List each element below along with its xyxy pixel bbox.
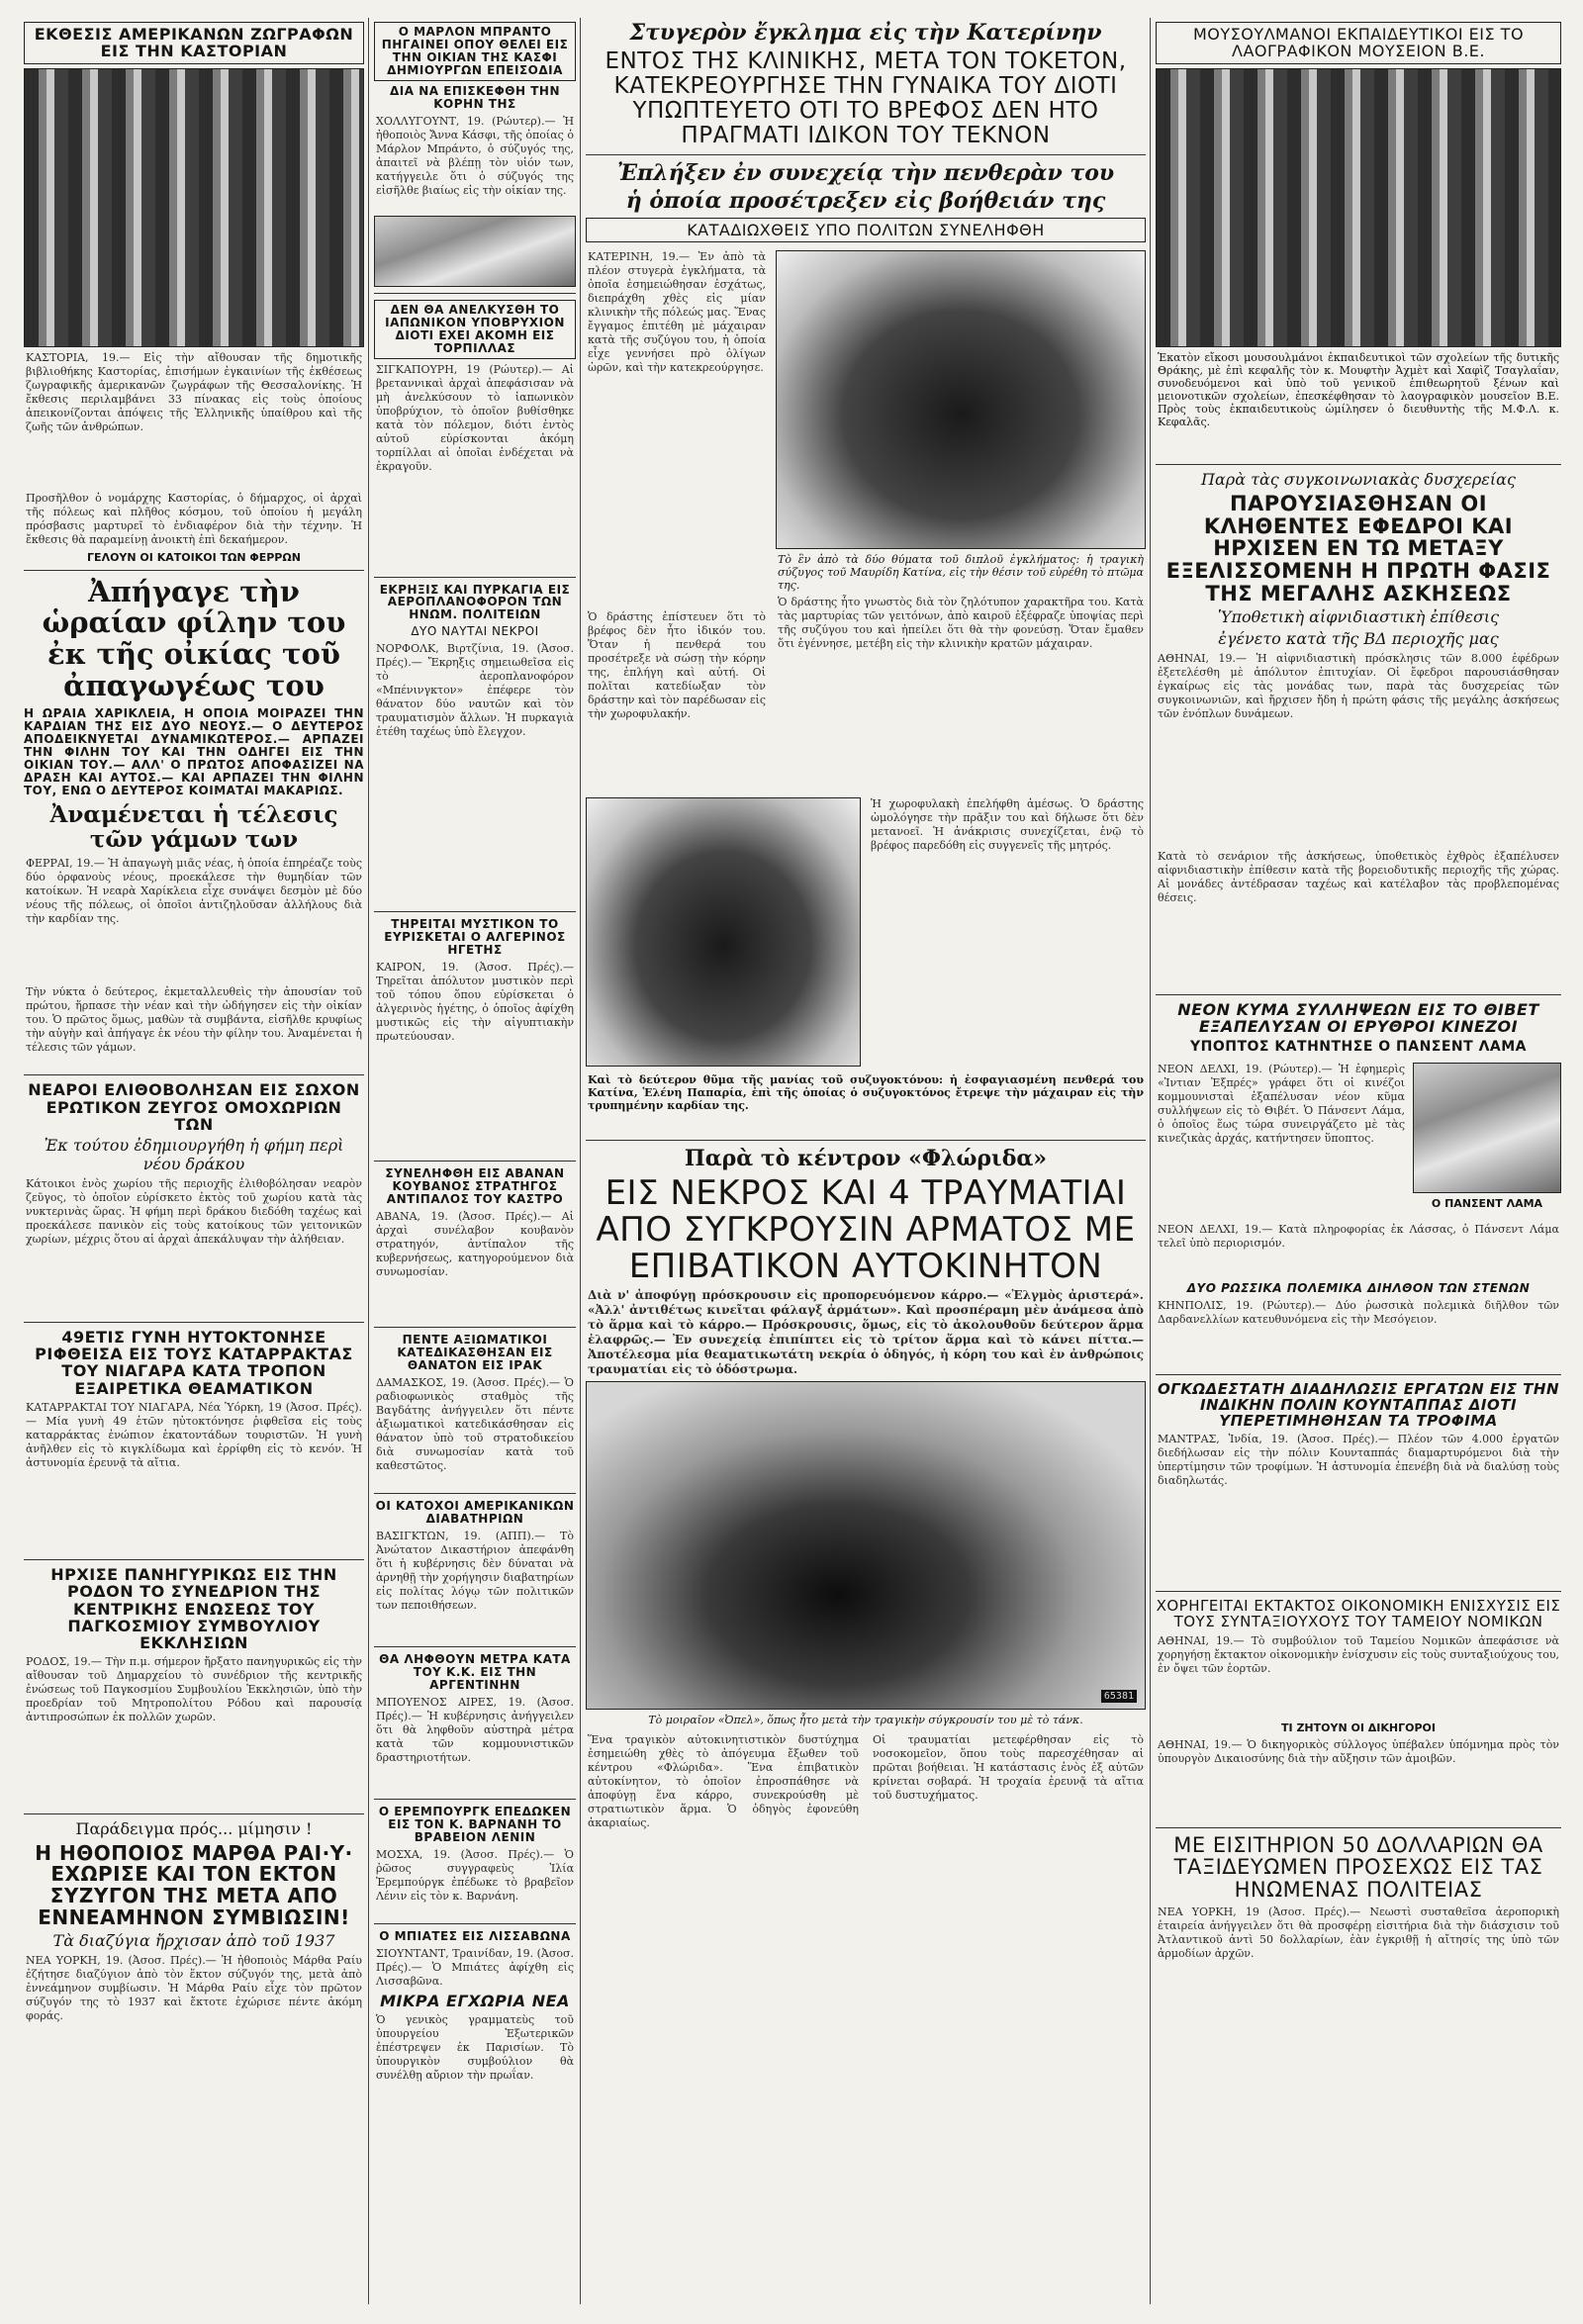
column-5 bbox=[1156, 18, 1561, 2305]
article-passports-text: ΒΑΣΙΓΚΤΩΝ, 19. (ΑΠΠ).— Τὸ Ἀνώτατον Δικαστήριον ἀπεφάνθη ὅτι ἡ κυβέρνησις δὲν δύναται νὰ ἀρνηθῇ τὴν χορήγησιν διαβατηρίων εἰς πολίτας λόγῳ τῶν πολιτικῶν των πεποιθήσεων. bbox=[376, 1529, 574, 1612]
katerini-text: ΚΑΤΕΡΙΝΗ, 19.— Ἐν ἀπὸ τὰ πλέον στυγερὰ ἐγκλήματα, τὰ ὁποῖα ἐσημειώθησαν ἐσχάτως, διεπράχθη χθὲς εἰς μίαν κλινικὴν τῆς πόλεώς μας. Ἕνας ἔγγαμος ἐπιτέθη μὲ μάχαιραν κατὰ τῆς συζύγου του, ἡ ὁποία εἶχε γεννήσει πρὸ ὀλίγων ὡρῶν, καὶ τὴν κατεκρεούργησε. bbox=[588, 250, 766, 375]
article-martha-kicker: Παράδειγμα πρός... μίμησιν ! bbox=[75, 1819, 313, 1839]
article-martha-text: ΝΕΑ ΥΟΡΚΗ, 19. (Ἀσοσ. Πρές).— Ἡ ἠθοποιὸς Μάρθα Ραίυ ἐζήτησε διαζύγιον ἀπὸ τὸν ἕκτον σύζυγόν της, μετὰ ἀπὸ ἐννεάμηνον συμβίωσιν. Ἡ Μάρθα Ραίυ εἶχε τὸν πρῶτον σύζυγόν της τὸ 1937 καὶ ἔκτοτε ἐχώρισε πέντε ἀκόμη φοράς. bbox=[26, 1954, 362, 2023]
article-abduction-lead: Η ΩΡΑΙΑ ΧΑΡΙΚΛΕΙΑ, Η ΟΠΟΙΑ ΜΟΙΡΑΖΕΙ ΤΗΝ ΚΑΡΔΙΑΝ ΤΗΣ ΕΙΣ ΔΥΟ ΝΕΟΥΣ.— Ο ΔΕΥΤΕΡΟΣ ΑΠΟΔΕΙΚΝΥΕΤΑΙ ΔΥΝΑΜΙΚΩΤΕΡΟΣ.— ΑΡΠΑΖΕΙ ΤΗΝ ΦΙΛΗΝ ΤΟΥ ΚΑΙ ΤΗΝ ΟΔΗΓΕΙ ΕΙΣ ΤΗΝ ΟΙΚΙΑΝ ΤΟΥ.— ΑΛΛ' Ο ΠΡΩΤΟΣ ΑΠΟΦΑΣΙΖΕΙ ΝΑ ΔΡΑΣΗ ΚΑΙ ΑΥΤΟΣ.— ΚΑΙ ΑΡΠΑΖΕΙ ΤΗΝ ΦΙΛΗΝ ΤΟΥ, ΕΝΩ Ο ΔΕΥΤΕΡΟΣ ΚΟΙΜΑΤΑΙ ΜΑΚΑΡΙΩΣ. bbox=[24, 706, 364, 797]
column-rule bbox=[1150, 18, 1151, 2304]
victim-photo-2-caption: Καὶ τὸ δεύτερον θῦμα τῆς μανίας τοῦ συζυγοκτόνου: ἡ ἐσφαγιασμένη πενθερά του Κατίνα, Ἑλένη Παπαρία, ἐπὶ τῆς ὁποίας ὁ συζυγοκτόνος ἔτρεψε τὴν μάχαιραν εἰς τὴν τρυπημένην καρδίαν της. bbox=[588, 1073, 1144, 1113]
victim-photo-1 bbox=[776, 250, 1146, 549]
tibet-subhead: ΥΠΟΠΤΟΣ ΚΑΤΗΝΤΗΣΕ Ο ΠΑΝΣΕΝΤ ΛΑΜΑ bbox=[1189, 1038, 1528, 1055]
brando-photo bbox=[374, 216, 576, 287]
local-news-headline: ΜΙΚΡΑ ΕΓΧΩΡΙΑ ΝΕΑ bbox=[380, 1991, 570, 2010]
article-stoning-subhead: Ἐκ τούτου ἐδημιουργήθη ἡ φήμη περὶ νέου δράκου bbox=[44, 1136, 344, 1173]
local-news-text: Ὁ γενικὸς γραμματεὺς τοῦ ὑπουργείου Ἐξωτερικῶν ἐπέστρεψεν ἐκ Παρισίων. Τὸ ὑπουργικὸν συμβούλιον θὰ συνέλθῃ αὔριον τὴν πρωΐαν. bbox=[376, 2012, 574, 2082]
article-carrier-subhead: ΔΥΟ ΝΑΥΤΑΙ ΝΕΚΡΟΙ bbox=[411, 624, 539, 639]
florida-text: Ἕνα τραγικὸν αὐτοκινητιστικὸν δυστύχημα ἐσημειώθη χθὲς τὸ ἀπόγευμα ἔξωθεν τοῦ κέντρου «Φλώριδα». Ἕνα ἐπιβατικὸν αὐτοκίνητον, τὸ ὁποῖον ἐπροσπάθησε νὰ ἀποφύγῃ ἕνα κάρρο, συνεκρούσθη μὲ στρατιωτικὸν ἅρμα. Ὁ ὁδηγὸς ἐφονεύθη ἀκαριαίως. bbox=[588, 1733, 859, 1830]
teachers-photo-caption: Ἑκατὸν εἴκοσι μουσουλμάνοι ἐκπαιδευτικοὶ τῶν σχολείων τῆς δυτικῆς Θράκης, μὲ ἐπὶ κεφαλῆς τὸν κ. Μουφτὴν Ἀχμὲτ καὶ Χαφὶζ Τσαγλαΐαν, συνοδευόμενοι καὶ ὑπὸ τοῦ γενικοῦ ἐπιθεωρητοῦ ξένων καὶ μειονοτικῶν σχολείων, ἐπεσκέφθησαν τὸ λαογραφικὸν μουσεῖον Β.Ε. Πρὸς τοὺς ἐκπαιδευτικοὺς ὡμίλησεν ὁ διευθυντὴς τῆς Μ.Φ.Λ. κ. Κεφαλᾶς. bbox=[1158, 350, 1559, 428]
article-wedding-headline: Ἀναμένεται ἡ τέλεσις τῶν γάμων των bbox=[49, 800, 338, 854]
column-2 bbox=[374, 18, 576, 2305]
article-passports-headline: ΟΙ ΚΑΤΟΧΟΙ ΑΜΕΡΙΚΑΝΙΚΩΝ ΔΙΑΒΑΤΗΡΙΩΝ bbox=[375, 1498, 575, 1526]
article-rhodes-text: ΡΟΔΟΣ, 19.— Τὴν π.μ. σήμερον ἤρξατο πανηγυρικῶς εἰς τὴν αἴθουσαν τοῦ Δημαρχείου τὸ συνέδριον τῆς κεντρικῆς ἐνώσεως τοῦ Παγκοσμίου Συμβουλίου Ἐκκλησιῶν, ὑπὸ τὴν προεδρίαν τοῦ Μητροπολίτου Ρόδου καὶ παρουσίᾳ ἀντιπροσώπων ἐκ πολλῶν χωρῶν. bbox=[26, 1655, 362, 1724]
victim-photo-2 bbox=[586, 797, 861, 1067]
airfare-headline: ΜΕ ΕΙΣΙΤΗΡΙΟΝ 50 ΔΟΛΛΑΡΙΩΝ ΘΑ ΤΑΞΙΔΕΥΩΜΕΝ ΠΡΟΣΕΧΩΣ ΕΙΣ ΤΑΣ ΗΝΩΜΕΝΑΣ ΠΟΛΙΤΕΙΑΣ bbox=[1173, 1832, 1543, 1902]
florida-story bbox=[586, 1134, 1146, 2301]
column-rule bbox=[368, 18, 369, 2304]
article-rhodes-headline: ΗΡΧΙΣΕ ΠΑΝΗΓΥΡΙΚΩΣ ΕΙΣ ΤΗΝ ΡΟΔΟΝ ΤΟ ΣΥΝΕΔΡΙΟΝ ΤΗΣ ΚΕΝΤΡΙΚΗΣ ΕΝΩΣΕΩΣ ΤΟΥ ΠΑΓΚΟΣΜΙΟΥ ΣΥΜΒΟΥΛΙΟΥ ΕΚΚΛΗΣΙΩΝ bbox=[50, 1565, 337, 1653]
article-brando-subhead: ΔΙΑ ΝΑ ΕΠΙΣΚΕΦΘΗ ΤΗΝ ΚΟΡΗΝ ΤΗΣ bbox=[389, 83, 561, 111]
article-argentina-headline: ΘΑ ΛΗΦΘΟΥΝ ΜΕΤΡΑ ΚΑΤΑ ΤΟΥ Κ.Κ. ΕΙΣ ΤΗΝ ΑΡΓΕΝΤΙΝΗΝ bbox=[379, 1651, 571, 1692]
exhibition-photo bbox=[24, 68, 364, 347]
katerini-subhead-3: ΚΑΤΑΔΙΩΧΘΕΙΣ ΥΠΟ ΠΟΛΙΤΩΝ ΣΥΝΕΛΗΦΘΗ bbox=[586, 218, 1146, 242]
article-havana-headline: ΣΥΝΕΛΗΦΘΗ ΕΙΣ ΑΒΑΝΑΝ ΚΟΥΒΑΝΟΣ ΣΤΡΑΤΗΓΟΣ ΑΝΤΙΠΑΛΟΣ ΤΟΥ ΚΑΣΤΡΟ bbox=[385, 1166, 565, 1207]
article-carrier-text: ΝΟΡΦΟΛΚ, Βιρτζίνια, 19. (Ἀσοσ. Πρές).— Ἔκρηξις σημειωθεῖσα εἰς τὸ ἀεροπλανοφόρον «Μπένινγκτον» ἐπέφερε τὸν θάνατον δύο ναυτῶν καὶ τὸν τραυματισμὸν ἄλλων. Ἡ πυρκαγιὰ ἐτέθη ταχέως ὑπὸ ἔλεγχον. bbox=[376, 642, 574, 739]
reservists-kicker: Παρὰ τὰς συγκοινωνιακὰς δυσχερείας bbox=[1201, 469, 1516, 489]
licence-plate: 65381 bbox=[1101, 1690, 1137, 1703]
article-wedding-text-2: Τὴν νύκτα ὁ δεύτερος, ἐκμεταλλευθεὶς τὴν ἀπουσίαν τοῦ πρώτου, ἥρπασε τὴν νέαν καὶ τὴν ὡδήγησεν εἰς τὴν οἰκίαν του. Ὁ πρῶτος ὅμως, μαθὼν τὰ συμβάντα, εἰσῆλθε κρυφίως τὴν αὐγὴν καὶ ἀπήγαγε ἐκ νέου τὴν φίλην του. Ἀναμένεται ἡ τέλεσις τῶν γάμων. bbox=[26, 985, 362, 1055]
ferres-caption: ΓΕΛΟΥΝ ΟΙ ΚΑΤΟΙΚΟΙ ΤΩΝ ΦΕΡΡΩΝ bbox=[87, 550, 301, 564]
panchen-lama-caption: Ο ΠΑΝΣΕΝΤ ΛΑΜΑ bbox=[1431, 1196, 1543, 1210]
india-protest-text: ΜΑΝΤΡΑΣ, Ἰνδία, 19. (Ἀσοσ. Πρές).— Πλέον τῶν 4.000 ἐργατῶν διεδήλωσαν εἰς τὴν πόλιν Κουνταππάς διαμαρτυρόμενοι διὰ τὴν ὑπερτίμησιν τῶν τροφίμων. Ἡ ἀστυνομία ἐπενέβη διὰ νὰ διαλύσῃ τοὺς διαδηλωτάς. bbox=[1158, 1433, 1559, 1488]
victim-photo-1-caption: Τὸ ἓν ἀπὸ τὰ δύο θύματα τοῦ διπλοῦ ἐγκλήματος: ἡ τραγικὴ σύζυγος τοῦ Μαυρίδη Κατίνα, εἰς τὴν θέσιν τοῦ εὑρέθη τὸ πτῶμα της. bbox=[778, 553, 1144, 593]
tibet-headline: ΝΕΟΝ ΚΥΜΑ ΣΥΛΛΗΨΕΩΝ ΕΙΣ ΤΟ ΘΙΒΕΤ ΕΞΑΠΕΛΥΣΑΝ ΟΙ ΕΡΥΘΡΟΙ ΚΙΝΕΖΟΙ bbox=[1177, 1000, 1539, 1037]
article-lisbon-text: ΣΙΟΥΝΤΑΝΤ, Τραινίδαν, 19. (Ἀσοσ. Πρές).— Ὁ Μπιάτες ἀφίχθη εἰς Λισσαβῶνα. bbox=[376, 1946, 574, 1988]
india-protest-headline: ΟΓΚΩΔΕΣΤΑΤΗ ΔΙΑΔΗΛΩΣΙΣ ΕΡΓΑΤΩΝ ΕΙΣ ΤΗΝ ΙΝΔΙΚΗΝ ΠΟΛΙΝ ΚΟΥΝΤΑΠΠΑΣ ΔΙΟΤΙ ΥΠΕΡΕΤΙΜΗΘΗΣΑΝ ΤΑ ΤΡΟΦΙΜΑ bbox=[1157, 1379, 1560, 1431]
article-martha-subhead: Τὰ διαζύγια ἤρχισαν ἀπὸ τοῦ 1937 bbox=[52, 1931, 335, 1951]
article-wedding-text: ΦΕΡΡΑΙ, 19.— Ἡ ἀπαγωγὴ μιᾶς νέας, ἡ ὁποία ἐπηρέαζε τοὺς δύο ὀρφανοὺς νέους, προεκάλεσε τὴν θυμηδίαν τῶν κατοίκων. Ἡ νεαρὰ Χαρίκλεια εἶχε συνάψει δεσμὸν μὲ δύο νέους τῆς πόλεως, οἱ ὁποῖοι ἀντιζηλοῦσαν ἀλλήλους διὰ τὴν καρδίαν της. bbox=[26, 857, 362, 926]
katerini-subhead-1: Ἐπλήξεν ἐν συνεχείᾳ τὴν πενθερὰν του bbox=[616, 159, 1115, 186]
article-lisbon-headline: Ο ΜΠΙΑΤΕΣ ΕΙΣ ΛΙΣΣΑΒΩΝΑ bbox=[379, 1928, 571, 1943]
reservists-text: ΑΘΗΝΑΙ, 19.— Ἡ αἰφνιδιαστικὴ πρόσκλησις τῶν 8.000 ἐφέδρων ἐξετελέσθη μὲ ἀπόλυτον ἐπιτυχίαν. Οἱ ἔφεδροι παρουσιάσθησαν ἐγκαίρως εἰς τὰς μονάδας των, παρὰ τὰς δυσχερείας τῶν συγκοινωνιῶν, καὶ ἤρχισεν ἤδη ἡ πρώτη φάσις τῆς μεγάλης ἀσκήσεως τῶν ἐνόπλων δυνάμεων. bbox=[1158, 652, 1559, 721]
article-iraq-headline: ΠΕΝΤΕ ΑΞΙΩΜΑΤΙΚΟΙ ΚΑΤΕΔΙΚΑΣΘΗΣΑΝ ΕΙΣ ΘΑΝΑΤΟΝ ΕΙΣ ΙΡΑΚ bbox=[397, 1333, 553, 1372]
article-kastoria-text: ΚΑΣΤΟΡΙΑ, 19.— Εἰς τὴν αἴθουσαν τῆς δημοτικῆς βιβλιοθήκης Καστορίας, ἐπισήμων ἐγκαινίων τῆς ἐκθέσεως ζωγραφικῆς ἀμερικανῶν ζωγράφων τῆς Θεσσαλονίκης. Ἡ ἔκθεσις περιλαμβάνει 33 πίνακας εἰς τοὺς ὁποίους ἀπεικονίζονται ἀπόψεις τῆς Ἑλληνικῆς ὑπαίθρου καὶ τῆς ζωῆς τῶν ἀνθρώπων. bbox=[26, 350, 362, 433]
article-stoning-headline: ΝΕΑΡΟΙ ΕΛΙΘΟΒΟΛΗΣΑΝ ΕΙΣ ΣΩΧΟΝ ΕΡΩΤΙΚΟΝ ΖΕΥΓΟΣ ΟΜΟΧΩΡΙΩΝ ΤΩΝ bbox=[28, 1080, 360, 1134]
article-submarine-headline: ΔΕΝ ΘΑ ΑΝΕΛΚΥΣΘΗ ΤΟ ΙΑΠΩΝΙΚΟΝ ΥΠΟΒΡΥΧΙΟΝ ΔΙΟΤΙ ΕΧΕΙ ΑΚΟΜΗ ΕΙΣ ΤΟΡΠΙΛΛΑΣ bbox=[374, 300, 576, 359]
article-brando-text: ΧΟΛΛΥΓΟΥΝΤ, 19. (Ρώυτερ).— Ἡ ἠθοποιὸς Ἄννα Κάσφι, τῆς ὁποίας ὁ Μάρλον Μπράντο, ὁ σύζυγός της, ἀπαιτεῖ νὰ βλέπῃ τὸν υἱόν των, κατήγγειλε ὅτι ὁ σύζυγός της εἰσῆλθε βιαίως εἰς τὴν οἰκίαν της. bbox=[376, 114, 574, 197]
russian-warships-text: ΚΗΝΠΟΛΙΣ, 19. (Ρώυτερ).— Δύο ῥωσσικὰ πολεμικὰ διῆλθον τῶν Δαρδανελλίων κατευθυνόμενα εἰς τὴν Μεσόγειον. bbox=[1158, 1298, 1559, 1326]
article-iraq-text: ΔΑΜΑΣΚΟΣ, 19. (Ἀσοσ. Πρές).— Ὁ ραδιοφωνικὸς σταθμὸς τῆς Βαγδάτης ἀνήγγειλεν ὅτι πέντε ἀξιωματικοὶ κατεδικάσθησαν εἰς θάνατον ὑπὸ τοῦ στρατοδικείου διὰ συνωμοσίαν κατὰ τοῦ καθεστῶτος. bbox=[376, 1375, 574, 1472]
article-stoning-text: Κάτοικοι ἑνὸς χωρίου τῆς περιοχῆς ἐλιθοβόλησαν νεαρὸν ζεῦγος, τὸ ὁποῖον εὑρίσκετο ἐκτὸς τοῦ χωρίου κατὰ τὰς νυκτερινὰς ὥρας. Ἡ φήμη περὶ δράκου διεδόθη ταχέως καὶ προεκάλεσε πανικὸν εἰς τοὺς κατοίκους τῶν γειτονικῶν χωρίων, μέχρις ὅτου αἱ ἀρχαὶ ἀπεκάλυψαν τὴν ἀλήθειαν. bbox=[26, 1176, 362, 1246]
reservists-headline: ΠΑΡΟΥΣΙΑΣΘΗΣΑΝ ΟΙ ΚΛΗΘΕΝΤΕΣ ΕΦΕΔΡΟΙ ΚΑΙ ΗΡΧΙΣΕΝ ΕΝ ΤΩ ΜΕΤΑΞΥ ΕΞΕΛΙΣΣΟΜΕΝΗ Η ΠΡΩΤΗ ΦΑΣΙΣ ΤΗΣ ΜΕΓΑΛΗΣ ΑΣΚΗΣΕΩΣ bbox=[1165, 491, 1551, 605]
florida-kicker: Παρὰ τὸ κέντρον «Φλώριδα» bbox=[684, 1146, 1048, 1171]
article-argentina-text: ΜΠΟΥΕΝΟΣ ΑΙΡΕΣ, 19. (Ἀσοσ. Πρές).— Ἡ κυβέρνησις ἀνήγγειλεν ὅτι θὰ ληφθοῦν αὐστηρὰ μέτρα κατὰ τῶν κομμουνιστικῶν δραστηριοτήτων. bbox=[376, 1695, 574, 1764]
article-brando-headline: Ο ΜΑΡΛΟΝ ΜΠΡΑΝΤΟ ΠΗΓΑΙΝΕΙ ΟΠΟΥ ΘΕΛΕΙ ΕΙΣ ΤΗΝ ΟΙΚΙΑΝ ΤΗΣ ΚΑΣΦΙ ΔΗΜΙΟΥΡΓΩΝ ΕΠΕΙΣΟΔΙΑ bbox=[374, 22, 576, 81]
article-martha-headline: Η ΗΘΟΠΟΙΟΣ ΜΑΡΘΑ ΡΑΙ·Υ· ΕΧΩΡΙΣΕ ΚΑΙ ΤΟΝ ΕΚΤΟΝ ΣΥΖΥΓΟΝ ΤΗΣ ΜΕΤΑ ΑΠΟ ΕΝΝΕΑΜΗΝΟΝ ΣΥΜΒΙΩΣΙΝ! bbox=[35, 1840, 353, 1929]
katerini-subhead-2: ἡ ὁποία προσέτρεξεν εἰς βοήθειάν της bbox=[625, 187, 1106, 214]
column-rule bbox=[580, 18, 581, 2304]
katerini-story bbox=[586, 18, 1146, 1128]
reservists-subhead-1: Ὑποθετικὴ αἰφνιδιαστικὴ ἐπίθεσις bbox=[1217, 607, 1500, 627]
lawyers-fund-text: ΑΘΗΝΑΙ, 19.— Τὸ συμβούλιον τοῦ Ταμείου Νομικῶν ἀπεφάσισε νὰ χορηγήσῃ ἔκτακτον οἰκονομικὴν ἐνίσχυσιν εἰς τοὺς συνταξιούχους του, ἐν ὄψει τῶν ἑορτῶν. bbox=[1158, 1633, 1559, 1675]
reservists-text-2: Κατὰ τὸ σενάριον τῆς ἀσκήσεως, ὑποθετικὸς ἐχθρὸς ἐξαπέλυσεν αἰφνιδιαστικὴν ἐπίθεσιν κατὰ τῆς βορειοδυτικῆς περιοχῆς τῆς χώρας. Αἱ μονάδες ἀντέδρασαν ταχέως καὶ κατέλαβον τὰς προβλεπομένας θέσεις. bbox=[1158, 850, 1559, 905]
article-lenin-prize-text: ΜΟΣΧΑ, 19. (Ἀσοσ. Πρές).— Ὁ ῥῶσος συγγραφεὺς Ἰλία Ἐρεμπούργκ ἐπέδωκε τὸ βραβεῖον Λένιν εἰς τὸν κ. Βαρνάνη. bbox=[376, 1847, 574, 1903]
katerini-text-2: Ὁ δράστης ἐπίστευεν ὅτι τὸ βρέφος δὲν ἦτο ἰδικόν του. Ὅταν ἡ πενθερά του προσέτρεξε νὰ σώσῃ τὴν κόρην της, ἐπλήγη καὶ αὐτή. Οἱ πολῖται κατεδίωξαν τὸν δράστην καὶ τὸν παρέδωσαν εἰς τὴν χωροφυλακήν. bbox=[588, 610, 766, 721]
florida-headline: ΕΙΣ ΝΕΚΡΟΣ ΚΑΙ 4 ΤΡΑΥΜΑΤΙΑΙ ΑΠΟ ΣΥΓΚΡΟΥΣΙΝ ΑΡΜΑΤΟΣ ΜΕ ΕΠΙΒΑΤΙΚΟΝ ΑΥΤΟΚΙΝΗΤΟΝ bbox=[596, 1173, 1136, 1286]
crash-photo bbox=[586, 1381, 1146, 1710]
tibet-text-2: ΝΕΟΝ ΔΕΛΧΙ, 19.— Κατὰ πληροφορίας ἐκ Λάσσας, ὁ Πάνσεντ Λάμα τελεῖ ὑπὸ περιορισμόν. bbox=[1158, 1222, 1559, 1250]
katerini-headline: ΕΝΤΟΣ ΤΗΣ ΚΛΙΝΙΚΗΣ, ΜΕΤΑ ΤΟΝ ΤΟΚΕΤΟΝ, ΚΑΤΕΚΡΕΟΥΡΓΗΣΕ ΤΗΝ ΓΥΝΑΙΚΑ ΤΟΥ ΔΙΟΤΙ ΥΠΩΠΤΕΥΕΤΟ ΟΤΙ ΤΟ ΒΡΕΦΟΣ ΔΕΝ ΗΤΟ ΠΡΑΓΜΑΤΙ ΙΔΙΚΟΝ ΤΟΥ ΤΕΚΝΟΝ bbox=[605, 48, 1127, 148]
teachers-photo bbox=[1156, 68, 1561, 347]
florida-lead: Διὰ ν' ἀποφύγῃ πρόσκρουσιν εἰς προπορευόμενον κάρρο.— «Ἐλγμὸς ἀριστερά». «Ἀλλ' ἀντιθέτως κινεῖται φάλαγξ ἁρμάτων». Καὶ προσπέραμη μὲν ἀνάμεσα ἀπὸ τὸ ἅρμα καὶ τὸ κάρρο.— Πρόσκρουσις, ὅμως, εἰς τὸ ἀκολουθοῦν δεύτερον ἅρμα ἐλαφρῶς.— Ἐν συνεχείᾳ ἐπιπίπτει εἰς τὸ τρίτον ἅρμα καὶ τὸ κάνει πίττα.— Ἀποτέλεσμα μία θεαματικωτάτη νεκρία ὁ ὁδηγός, ἡ κόρη του καὶ ἐν ἀνθρώποις τραυματίαι εἰς τὸ ὁδόστρωμα. bbox=[588, 1288, 1144, 1377]
article-havana-text: ΑΒΑΝΑ, 19. (Ἀσοσ. Πρές).— Αἱ ἀρχαὶ συνέλαβον κουβανὸν στρατηγόν, ἀντίπαλον τῆς κυβερνήσεως, κατηγορούμενον διὰ συνωμοσίαν. bbox=[376, 1210, 574, 1279]
tibet-text: ΝΕΟΝ ΔΕΛΧΙ, 19. (Ρώυτερ).— Ἡ ἐφημερὶς «Ἰντιαν Ἐξπρές» γράφει ὅτι οἱ κινέζοι κομμουνισταὶ ἐξαπέλυσαν νέον κῦμα συλλήψεων εἰς τὸ Θιβέτ. Ὁ Πάνσεντ Λάμα, ὁ ὁποῖος ἕως τώρα συνειργάζετο μὲ τὰς κινεζικὰς ἀρχάς, κατήντησεν ὕποπτος. bbox=[1158, 1062, 1405, 1145]
article-algeria-headline: ΤΗΡΕΙΤΑΙ ΜΥΣΤΙΚΟΝ ΤΟ ΕΥΡΙΣΚΕΤΑΙ Ο ΑΛΓΕΡΙΝΟΣ ΗΓΕΤΗΣ bbox=[384, 917, 566, 958]
katerini-kicker: Στυγερὸν ἔγκλημα εἰς τὴν Κατερίνην bbox=[629, 20, 1102, 46]
katerini-text-4: Ἡ χωροφυλακὴ ἐπελήφθη ἀμέσως. Ὁ δράστης ὡμολόγησε τὴν πρᾶξιν του καὶ δήλωσε ὅτι δὲν μετανοεῖ. Ἡ ἀνάκρισις συνεχίζεται, ἐνῷ τὸ βρέφος παρεδόθη εἰς συγγενεῖς τῆς μητρός. bbox=[871, 797, 1144, 853]
article-kastoria-text-2: Προσῆλθον ὁ νομάρχης Καστορίας, ὁ δήμαρχος, οἱ ἀρχαὶ τῆς πόλεως καὶ πλῆθος κόσμου, τοῦ ὁποίου ἡ μεγάλη πρόσβασις μαρτυρεῖ τὸ ἐνδιαφέρον διὰ τὴν τέχνην. Ἡ ἔκθεσις θὰ παραμείνῃ ἀνοικτὴ ἐπὶ δεκαήμερον. bbox=[26, 491, 362, 546]
article-kastoria-headline: ΕΚΘΕΣΙΣ ΑΜΕΡΙΚΑΝΩΝ ΖΩΓΡΑΦΩΝ ΕΙΣ ΤΗΝ ΚΑΣΤΟΡΙΑΝ bbox=[24, 22, 364, 64]
katerini-text-3: Ὁ δράστης ἦτο γνωστὸς διὰ τὸν ζηλότυπον χαρακτῆρα του. Κατὰ τὰς μαρτυρίας τῶν γειτόνων, ἀπὸ καιροῦ ἐξέφραζε ὑποψίας περὶ τῆς συζύγου του καὶ ἠπείλει ὅτι θὰ τὴν φονεύσῃ. Ὅταν ἔμαθεν ὅτι ἐγέννησε, μετέβη εἰς τὴν κλινικὴν κρατῶν μάχαιραν. bbox=[778, 596, 1144, 651]
lawyers-fund-headline: ΧΟΡΗΓΕΙΤΑΙ ΕΚΤΑΚΤΟΣ ΟΙΚΟΝΟΜΙΚΗ ΕΝΙΣΧΥΣΙΣ ΕΙΣ ΤΟΥΣ ΣΥΝΤΑΞΙΟΥΧΟΥΣ ΤΟΥ ΤΑΜΕΙΟΥ ΝΟΜΙΚΩΝ bbox=[1156, 1597, 1561, 1631]
article-niagara-headline: 49ΕΤΙΣ ΓΥΝΗ ΗΥΤΟΚΤΟΝΗΣΕ ΡΙΦΘΕΙΣΑ ΕΙΣ ΤΟΥΣ ΚΑΤΑΡΡΑΚΤΑΣ ΤΟΥ ΝΙΑΓΑΡΑ ΚΑΤΑ ΤΡΟΠΟΝ ΕΞΑΙΡΕΤΙΚΑ ΘΕΑΜΑΤΙΚΟΝ bbox=[35, 1327, 353, 1398]
article-algeria-text: ΚΑΙΡΟΝ, 19. (Ἀσοσ. Πρές).— Τηρεῖται ἀπόλυτον μυστικὸν περὶ τοῦ τόπου ὅπου εὑρίσκεται ὁ ἀλγερινὸς ἡγέτης, ὁ ὁποῖος ἀφίχθη μυστικῶς εἰς τὴν αἰγυπτιακὴν πρωτεύουσαν. bbox=[376, 961, 574, 1044]
lawyers-demands-caption: ΤΙ ΖΗΤΟΥΝ ΟΙ ΔΙΚΗΓΟΡΟΙ bbox=[1281, 1720, 1436, 1734]
lawyers-demands-text: ΑΘΗΝΑΙ, 19.— Ὁ δικηγορικὸς σύλλογος ὑπέβαλεν ὑπόμνημα πρὸς τὸν ὑπουργὸν Δικαιοσύνης διὰ τὴν αὔξησιν τῶν ἀμοιβῶν. bbox=[1158, 1737, 1559, 1765]
article-lenin-prize-headline: Ο ΕΡΕΜΠΟΥΡΓΚ ΕΠΕΔΩΚΕΝ ΕΙΣ ΤΟΝ Κ. ΒΑΡΝΑΝΗ ΤΟ ΒΡΑΒΕΙΟΝ ΛΕΝΙΝ bbox=[378, 1804, 572, 1844]
article-niagara-text: ΚΑΤΑΡΡΑΚΤΑΙ ΤΟΥ ΝΙΑΓΑΡΑ, Νέα Ὑόρκη, 19 (Ἀσοσ. Πρές).— Μία γυνὴ 49 ἐτῶν ηὐτοκτόνησε ῥιφθεῖσα εἰς τοὺς καταρράκτας ἐνώπιον ἑκατοντάδων τουριστῶν. Ἡ γυνὴ ἀνῆλθεν εἰς τὸ κιγκλίδωμα καὶ ἐρρίφθη εἰς τὸ κενόν. Ἡ ἀστυνομία ἐρευνᾷ τὰ αἴτια. bbox=[26, 1401, 362, 1469]
panchen-lama-photo bbox=[1413, 1063, 1561, 1193]
crash-photo-caption: Τὸ μοιραῖον «Ὀπελ», ὅπως ἦτο μετὰ τὴν τραγικὴν σύγκρουσίν του μὲ τὸ τάνκ. bbox=[648, 1714, 1083, 1727]
column-1 bbox=[24, 18, 364, 2305]
article-abduction-headline: Ἀπήγαγε τὴν ὡραίαν φίλην του ἐκ τῆς οἰκίας τοῦ ἀπαγωγέως του bbox=[42, 574, 346, 703]
airfare-text: ΝΕΑ ΥΟΡΚΗ, 19 (Ἀσοσ. Πρές).— Νεωστὶ συσταθεῖσα ἀεροπορικὴ ἑταιρεία ἀνήγγειλεν ὅτι θὰ προσφέρῃ εἰσιτήρια διὰ τὴν διάσχισιν τοῦ Ἀτλαντικοῦ ἀντὶ 50 δολλαρίων, ἐὰν ἐγκριθῇ ἡ αἴτησίς της ὑπὸ τῶν ἀρμοδίων ἀρχῶν. bbox=[1158, 1905, 1559, 1960]
reservists-subhead-2: ἐγένετο κατὰ τῆς ΒΔ περιοχῆς μας bbox=[1218, 628, 1499, 648]
article-submarine-text: ΣΙΓΚΑΠΟΥΡΗ, 19 (Ρώυτερ).— Αἱ βρεταννικαὶ ἀρχαὶ ἀπεφάσισαν νὰ μὴ ἀνελκύσουν τὸ ἰαπωνικὸν ὑποβρύχιον, τὸ ὁποῖον βυθίσθηκε κατὰ τὸν πόλεμον, διότι ἐντὸς αὐτοῦ εὑρίσκονται ἀκόμη τορπίλλαι αἱ ὁποῖαι ἐνδέχεται νὰ ἐκραγοῦν. bbox=[376, 362, 574, 473]
article-carrier-headline: ΕΚΡΗΞΙΣ ΚΑΙ ΠΥΡΚΑΓΙΑ ΕΙΣ ΑΕΡΟΠΛΑΝΟΦΟΡΟΝ ΤΩΝ ΗΝΩΜ. ΠΟΛΙΤΕΙΩΝ bbox=[379, 582, 571, 622]
article-muslim-teachers-headline: ΜΟΥΣΟΥΛΜΑΝΟΙ ΕΚΠΑΙΔΕΥΤΙΚΟΙ ΕΙΣ ΤΟ ΛΑΟΓΡΑΦΙΚΟΝ ΜΟΥΣΕΙΟΝ Β.Ε. bbox=[1156, 22, 1561, 64]
florida-text-2: Οἱ τραυματίαι μετεφέρθησαν εἰς τὸ νοσοκομεῖον, ὅπου τοὺς παρεσχέθησαν αἱ πρῶται βοήθειαι. Ἡ κατάστασις ἑνὸς ἐξ αὐτῶν κρίνεται σοβαρά. Ἡ τροχαία ἐρευνᾷ τὰ αἴτια τοῦ δυστυχήματος. bbox=[873, 1733, 1144, 1803]
russian-warships-headline: ΔΥΟ ΡΩΣΣΙΚΑ ΠΟΛΕΜΙΚΑ ΔΙΗΛΘΟΝ ΤΩΝ ΣΤΕΝΩΝ bbox=[1186, 1280, 1531, 1295]
